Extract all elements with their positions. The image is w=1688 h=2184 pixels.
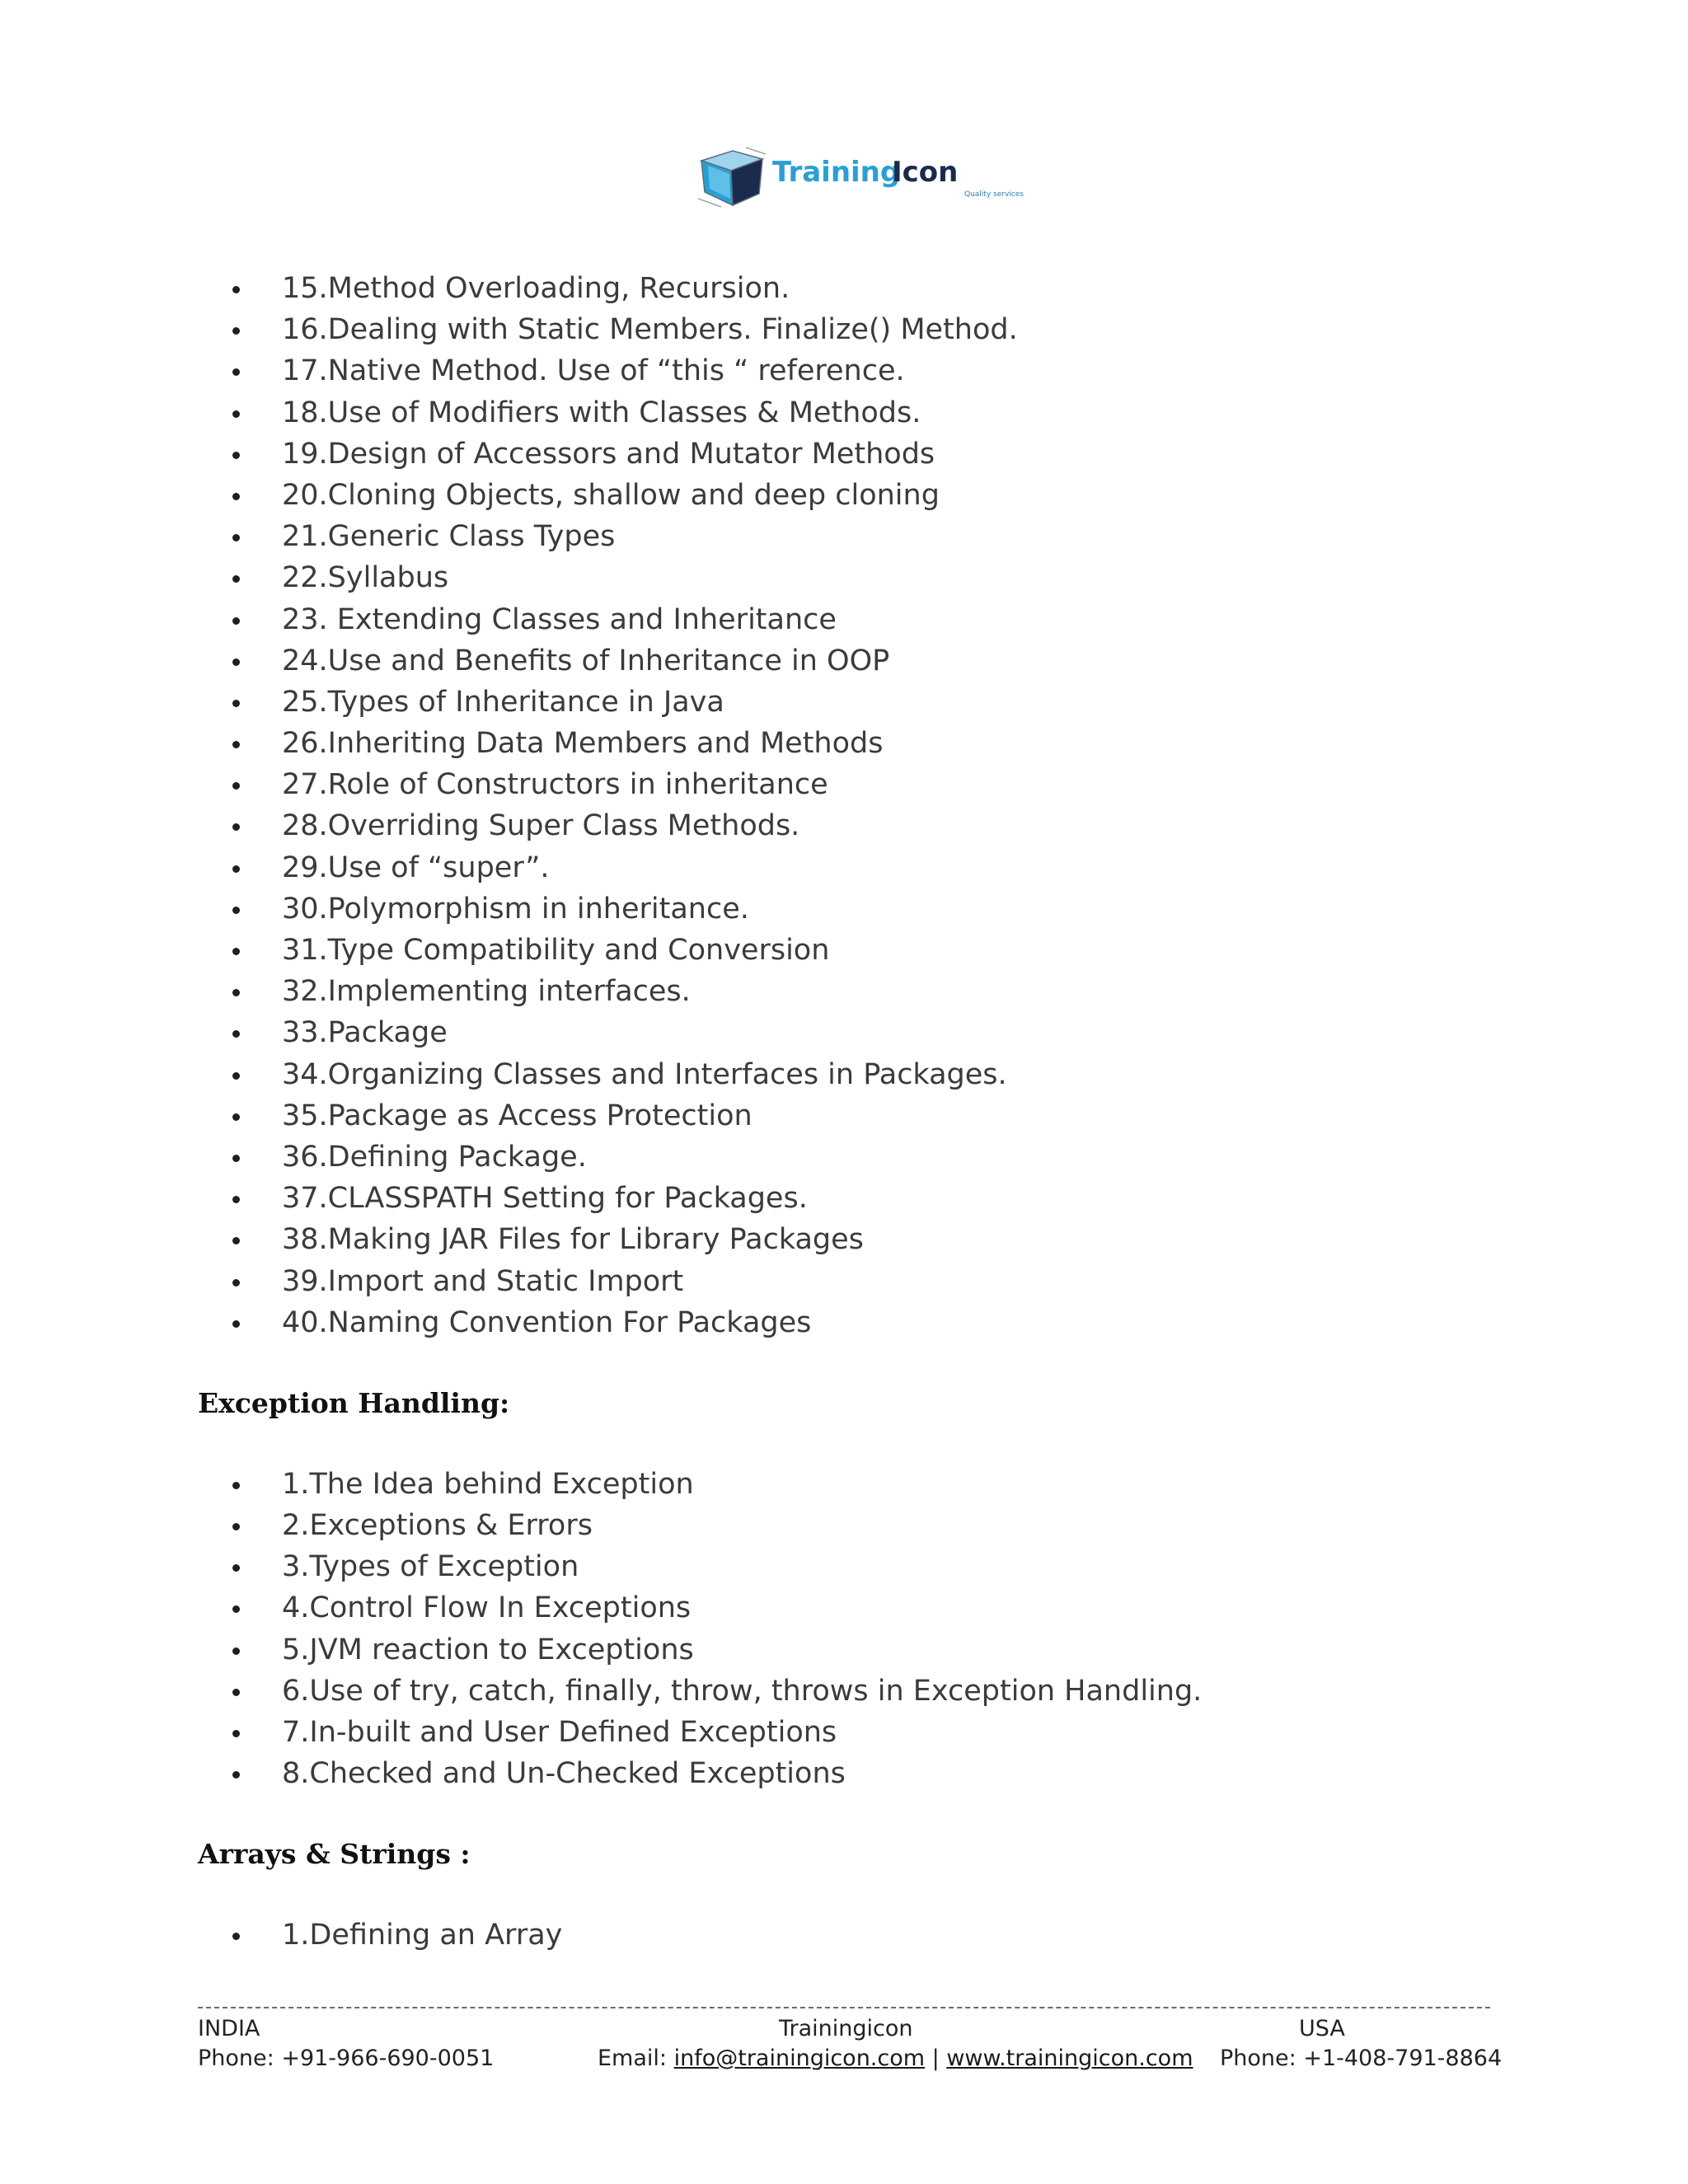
list-item	[198, 557, 1500, 598]
list-item-text: 39.Import and Static Import	[282, 1264, 684, 1298]
bullet-icon	[232, 1482, 240, 1489]
list-item-text: 34.Organizing Classes and Interfaces in Packages.	[282, 1057, 1007, 1091]
list-item-text: 8.Checked and Un-Checked Exceptions	[282, 1757, 846, 1791]
list-item	[198, 805, 1500, 846]
list-item	[198, 888, 1500, 930]
list-item-text: 5.JVM reaction to Exceptions	[282, 1633, 694, 1666]
bullet-icon	[232, 493, 240, 500]
list-item	[198, 1587, 1500, 1629]
list-item	[198, 1137, 1500, 1178]
bullet-icon	[232, 1320, 240, 1328]
bullet-icon	[232, 1689, 240, 1696]
list-item-text: 28.Overriding Super Class Methods.	[282, 809, 800, 843]
list-item	[198, 682, 1500, 723]
bullet-icon	[232, 534, 240, 541]
footer-usa-phone: Phone: +1-408-791-8864	[1220, 2046, 1503, 2071]
bullet-icon	[232, 1072, 240, 1080]
arrays-strings-heading: Arrays & Strings :	[198, 1838, 471, 1871]
list-item	[198, 764, 1500, 805]
bullet-icon	[232, 368, 240, 376]
list-item-text: 20.Cloning Objects, shallow and deep cloning	[282, 478, 940, 512]
footer-separator: |	[925, 2046, 947, 2071]
bullet-icon	[232, 1030, 240, 1038]
list-item-text: 23. Extending Classes and Inheritance	[282, 602, 837, 636]
list-item	[198, 392, 1500, 434]
list-item	[198, 475, 1500, 516]
arrays-topic-list	[198, 1915, 1500, 1956]
bullet-icon	[232, 1523, 240, 1530]
list-item	[198, 1464, 1500, 1505]
list-item-text: 38.Making JAR Files for Library Packages	[282, 1223, 864, 1257]
list-item-text: 3.Types of Exception	[282, 1550, 579, 1584]
list-item-text: 4.Control Flow In Exceptions	[282, 1591, 692, 1625]
bullet-icon	[232, 452, 240, 459]
list-item-text: 18.Use of Modifiers with Classes & Methods.	[282, 396, 921, 429]
footer-contact-links	[598, 2043, 1193, 2074]
bullet-icon	[232, 617, 240, 625]
footer-company-name: Trainingicon	[779, 2016, 913, 2041]
list-item	[198, 1095, 1500, 1137]
bullet-icon	[232, 575, 240, 583]
list-item-text: 21.Generic Class Types	[282, 520, 616, 554]
footer-website-link[interactable]: www.trainingicon.com	[946, 2046, 1193, 2071]
list-item	[198, 1712, 1500, 1753]
list-item	[198, 640, 1500, 682]
list-item-text: 27.Role of Constructors in inheritance	[282, 768, 828, 802]
cube-logo-icon	[696, 144, 767, 210]
bullet-icon	[232, 1647, 240, 1655]
list-item-text: 1.Defining an Array	[282, 1919, 563, 1952]
logo-brand-training: Training	[772, 156, 901, 189]
list-item-text: 40.Naming Convention For Packages	[282, 1305, 812, 1339]
bullet-icon	[232, 782, 240, 790]
list-item	[198, 847, 1500, 888]
bullet-icon	[232, 658, 240, 666]
list-item-text: 19.Design of Accessors and Mutator Methods	[282, 437, 935, 471]
list-item-text: 15.Method Overloading, Recursion.	[282, 272, 790, 305]
list-item-text: 17.Native Method. Use of “this “ reference.	[282, 354, 905, 388]
list-item	[198, 1302, 1500, 1343]
list-item	[198, 971, 1500, 1012]
topic-list	[198, 268, 1500, 1343]
list-item	[198, 723, 1500, 764]
bullet-icon	[232, 1279, 240, 1286]
list-item	[198, 309, 1500, 350]
list-item-text: 26.Inheriting Data Members and Methods	[282, 727, 884, 761]
list-item-text: 30.Polymorphism in inheritance.	[282, 892, 749, 926]
list-item-text: 24.Use and Benefits of Inheritance in OOP	[282, 644, 890, 677]
bullet-icon	[232, 865, 240, 873]
exception-handling-heading: Exception Handling:	[198, 1386, 510, 1419]
bullet-icon	[232, 700, 240, 707]
list-item-text: 2.Exceptions & Errors	[282, 1509, 593, 1543]
bullet-icon	[232, 1933, 240, 1940]
list-item	[198, 1012, 1500, 1053]
list-item	[198, 1753, 1500, 1794]
list-item	[198, 1505, 1500, 1546]
bullet-icon	[232, 1605, 240, 1613]
bullet-icon	[232, 1564, 240, 1572]
bullet-icon	[232, 1196, 240, 1203]
document-body	[198, 268, 1500, 1957]
list-item-text: 25.Types of Inheritance in Java	[282, 685, 724, 719]
bullet-icon	[232, 1155, 240, 1162]
list-item-text: 1.The Idea behind Exception	[282, 1467, 694, 1501]
page-footer	[198, 2007, 1503, 2071]
list-item	[198, 599, 1500, 640]
logo-brand-icon: Icon	[892, 156, 959, 189]
footer-india-phone: Phone: +91-966-690-0051	[198, 2046, 495, 2071]
bullet-icon	[232, 741, 240, 748]
footer-email-link[interactable]: info@trainingicon.com	[673, 2046, 926, 2071]
bullet-icon	[232, 1237, 240, 1244]
list-item-text: 22.Syllabus	[282, 561, 449, 595]
bullet-icon	[232, 948, 240, 955]
logo	[696, 140, 1024, 214]
list-item	[198, 1671, 1500, 1712]
bullet-icon	[232, 410, 240, 418]
list-item-text: 35.Package as Access Protection	[282, 1099, 753, 1132]
list-item	[198, 268, 1500, 309]
logo-tagline: Quality services	[964, 190, 1024, 199]
bullet-icon	[232, 1771, 240, 1779]
list-item-text: 37.CLASSPATH Setting for Packages.	[282, 1182, 808, 1216]
footer-email-label: Email:	[598, 2046, 674, 2071]
list-item-text: 33.Package	[282, 1016, 448, 1050]
list-item-text: 29.Use of “super”.	[282, 851, 550, 884]
list-item-text: 7.In-built and User Defined Exceptions	[282, 1716, 837, 1749]
list-item-text: 32.Implementing interfaces.	[282, 975, 691, 1009]
list-item	[198, 930, 1500, 971]
list-item	[198, 1261, 1500, 1302]
bullet-icon	[232, 989, 240, 996]
list-item	[198, 516, 1500, 557]
bullet-icon	[232, 1113, 240, 1121]
bullet-icon	[232, 1730, 240, 1737]
footer-usa-label: USA	[1299, 2016, 1345, 2041]
list-item-text: 36.Defining Package.	[282, 1140, 587, 1174]
list-item-text: 6.Use of try, catch, finally, throw, throws in Exception Handling.	[282, 1674, 1203, 1708]
list-item	[198, 1546, 1500, 1587]
list-item-text: 16.Dealing with Static Members. Finalize() Method.	[282, 313, 1018, 347]
bullet-icon	[232, 823, 240, 831]
exception-topic-list	[198, 1464, 1500, 1795]
list-item	[198, 350, 1500, 391]
footer-india-label: INDIA	[198, 2016, 260, 2041]
list-item	[198, 1178, 1500, 1219]
bullet-icon	[232, 907, 240, 914]
bullet-icon	[232, 327, 240, 335]
list-item	[198, 434, 1500, 475]
list-item	[198, 1054, 1500, 1095]
list-item-text: 31.Type Compatibility and Conversion	[282, 934, 830, 967]
list-item	[198, 1219, 1500, 1260]
bullet-icon	[232, 286, 240, 293]
list-item	[198, 1629, 1500, 1671]
list-item	[198, 1915, 1500, 1956]
